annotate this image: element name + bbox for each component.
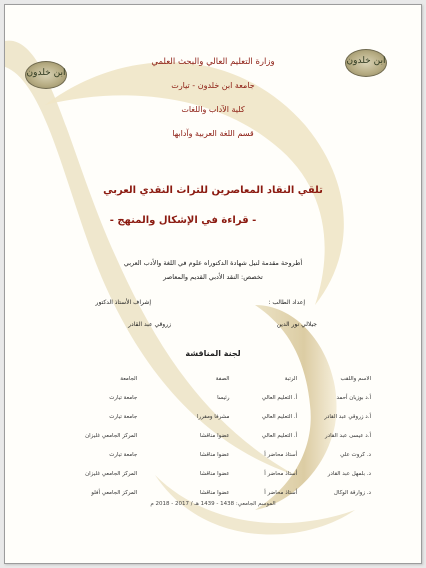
member-university: جامعة تيارت	[109, 451, 138, 458]
jury-heading: لجنة المناقشة	[185, 349, 241, 358]
member-role: مشرفا ومقررا	[196, 413, 230, 420]
thesis-title: تلقي النقاد المعاصرين للتراث النقدي العربي	[103, 185, 323, 196]
member-name: د. زوارقة الوكال	[333, 489, 371, 496]
member-rank: أستاذ محاضر أ	[264, 489, 298, 496]
table-row	[45, 445, 375, 464]
member-name: د. كروت علي	[340, 451, 371, 458]
member-rank: أ. التعليم العالي	[261, 394, 298, 401]
member-rank: أ. التعليم العالي	[261, 413, 298, 420]
department-line: قسم اللغة العربية وآدابها	[172, 129, 254, 138]
member-role: عضوا مناقشا	[199, 470, 230, 477]
logo-text: ابن خلدون	[26, 68, 66, 78]
table-row	[45, 464, 375, 483]
header-role: الصفة	[215, 375, 230, 382]
header-university: الجامعة	[120, 375, 138, 382]
ministry-line: وزارة التعليم العالي والبحث العلمي	[151, 57, 275, 67]
table-row	[45, 426, 375, 445]
member-university: جامعة تيارت	[109, 394, 138, 401]
thesis-specialization: تخصص: النقد الأدبي القديم والمعاصر	[163, 273, 263, 281]
member-university: المركز الجامعي أفلو	[91, 489, 138, 496]
member-university: المركز الجامعي غليزان	[85, 432, 138, 439]
academic-year: الموسم الجامعي: 1438 - 1439 هـ / 2017 - 2018 م	[150, 501, 276, 507]
member-name: أ.د بوزيان أحمد	[336, 394, 371, 401]
member-rank: أ. التعليم العالي	[261, 432, 298, 439]
member-name: د. بلمهل عبد القادر	[327, 470, 371, 477]
member-rank: أستاذ محاضر أ	[264, 470, 298, 477]
logo-text: ابن خلدون	[346, 56, 386, 66]
faculty-line: كلية الآداب واللغات	[181, 105, 245, 114]
member-role: عضوا مناقشا	[199, 489, 230, 496]
member-name: أ.د زروقي عبد القادر	[324, 413, 371, 420]
jury-table	[45, 369, 375, 502]
supervisor-label: إشراف الأستاذ الدكتور	[95, 299, 151, 306]
university-line: جامعة ابن خلدون - تيارت	[171, 81, 255, 90]
header-rank: الرتبة	[284, 375, 298, 382]
member-rank: أستاذ محاضر أ	[264, 451, 298, 458]
member-role: عضوا مناقشا	[199, 451, 230, 458]
table-row	[45, 388, 375, 407]
prepared-by-label: إعداد الطالب :	[268, 299, 305, 306]
thesis-description: أطروحة مقدمة لنيل شهادة الدكتوراه علوم في اللغة والأدب العربي	[123, 259, 303, 267]
table-row	[45, 483, 375, 502]
student-name: جيلالي نور الدين	[276, 321, 317, 328]
table-row	[45, 407, 375, 426]
table-header-row	[45, 369, 375, 388]
member-university: جامعة تيارت	[109, 413, 138, 420]
member-role: عضوا مناقشا	[199, 432, 230, 439]
member-name: أ.د عيسى عبد القادر	[325, 432, 371, 439]
supervisor-name: زروقي عبد القادر	[128, 321, 171, 328]
document-page	[4, 4, 422, 564]
thesis-subtitle: - قراءة في الإشكال والمنهج -	[109, 215, 257, 226]
header-name: الاسم واللقب	[340, 375, 371, 382]
member-university: المركز الجامعي غليزان	[85, 470, 138, 477]
member-role: رئيسا	[217, 394, 230, 401]
